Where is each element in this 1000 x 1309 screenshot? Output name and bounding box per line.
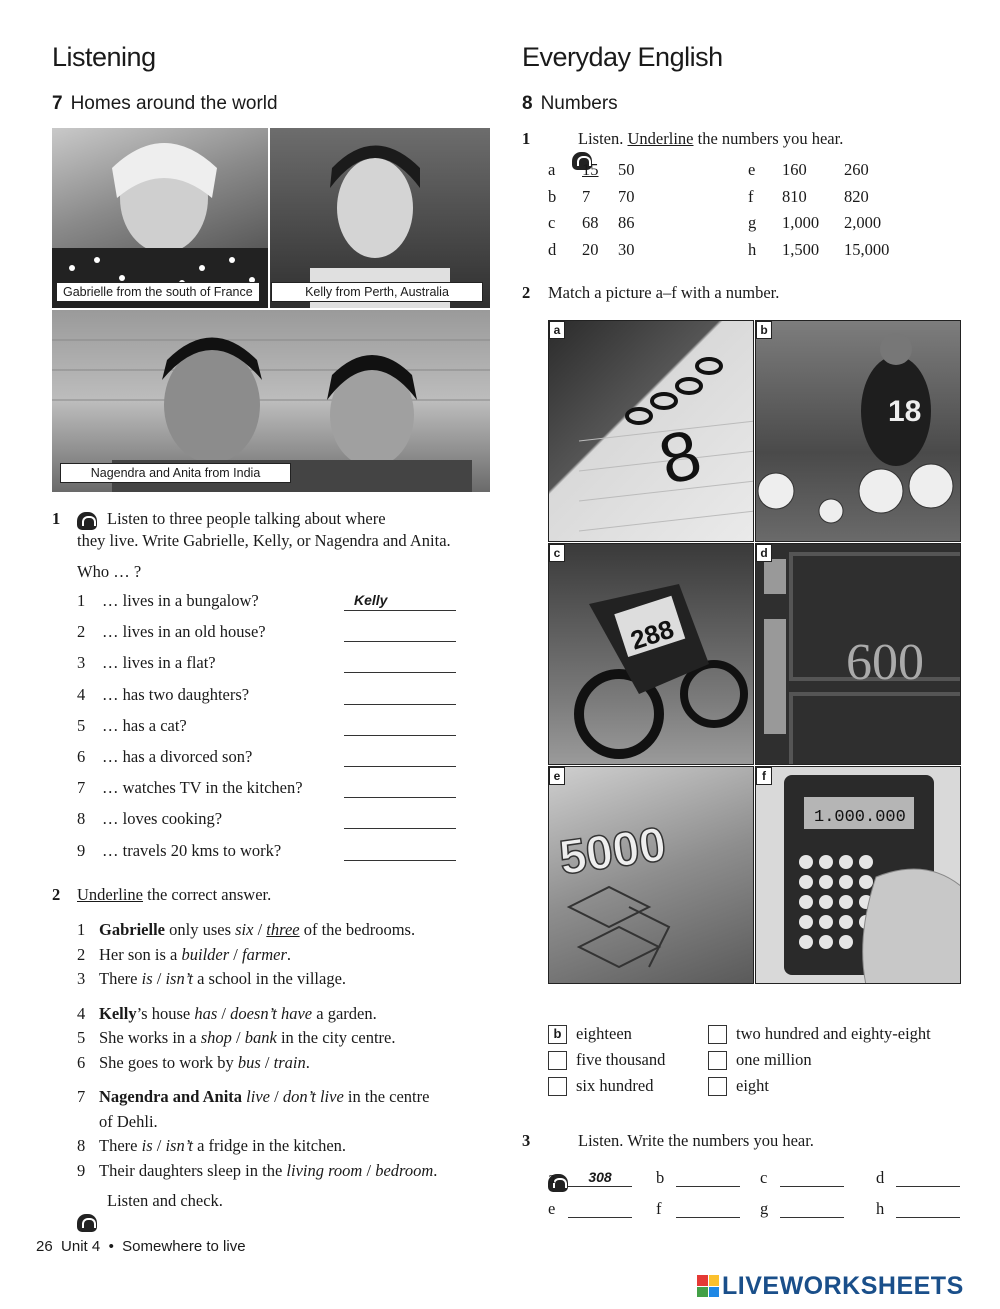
listening-heading: Listening xyxy=(52,42,156,72)
ex2-item-7-cont: of Dehli. xyxy=(99,1111,158,1131)
answer-field[interactable]: Kelly xyxy=(344,592,456,611)
ex2-sentences xyxy=(77,918,437,1183)
listen-and-check: Listen and check. xyxy=(107,1191,223,1210)
ex1-instruction-line1: Listen to three people talking about where xyxy=(107,509,386,528)
answer-field[interactable] xyxy=(344,686,456,705)
blank-letter: c xyxy=(760,1168,768,1187)
answer-field[interactable] xyxy=(344,748,456,767)
match-box-one-million[interactable] xyxy=(708,1051,727,1070)
calculator-display: 1.000.000 xyxy=(814,808,906,827)
question-number: 8 xyxy=(77,809,86,829)
option-eight: eight xyxy=(736,1076,769,1095)
svg-text:8: 8 xyxy=(651,414,709,500)
number-answer-field[interactable] xyxy=(568,1200,632,1218)
question-text: … watches TV in the kitchen? xyxy=(102,778,303,798)
match-box-five-thousand[interactable] xyxy=(548,1051,567,1070)
number-option[interactable]: 15 xyxy=(582,160,599,179)
picture-a xyxy=(548,320,754,542)
option-eighteen: eighteen xyxy=(576,1024,632,1043)
blank-letter: f xyxy=(656,1199,662,1218)
r-ex3-instruction: Listen. Write the numbers you hear. xyxy=(578,1131,814,1150)
number-answer-field[interactable] xyxy=(676,1200,740,1218)
answer-field[interactable] xyxy=(344,654,456,673)
picture-e xyxy=(548,766,754,984)
number-option[interactable]: 20 xyxy=(582,239,599,259)
tile-label-c: c xyxy=(549,544,565,562)
number-answer-field[interactable] xyxy=(780,1200,844,1218)
question-text: … has a cat? xyxy=(102,715,187,735)
ex1-instruction-line2: they live. Write Gabrielle, Kelly, or Nagendra and Anita. xyxy=(77,531,451,550)
tile-label-d: d xyxy=(756,544,772,562)
ex2-item-9: 9 Their daughters sleep in the living room / bedroom. xyxy=(77,1160,438,1180)
number-option[interactable]: 50 xyxy=(618,160,635,179)
tile-label-f: f xyxy=(756,767,772,785)
number-row-letter: e xyxy=(748,160,756,179)
headphones-icon xyxy=(77,512,97,530)
blank-letter: h xyxy=(876,1199,885,1218)
number-option[interactable]: 7 xyxy=(582,186,591,206)
blank-letter: e xyxy=(548,1199,556,1218)
headphones-icon xyxy=(77,1214,97,1232)
question-number: 5 xyxy=(77,715,86,735)
question-text: … travels 20 kms to work? xyxy=(102,840,282,860)
ex2-item-3: 3 There is / isn’t a school in the village. xyxy=(77,969,347,988)
blank-letter: d xyxy=(876,1168,885,1187)
question-text: … has a divorced son? xyxy=(102,747,253,766)
number-option[interactable]: 30 xyxy=(618,239,635,259)
ex2-item-4: 4 Kelly’s house has / doesn’t have a garden. xyxy=(77,1003,377,1023)
question-number: 4 xyxy=(77,684,86,704)
picture-c xyxy=(548,543,754,765)
tile-label-e: e xyxy=(549,767,565,785)
answer-field[interactable] xyxy=(344,842,456,861)
ex2-item-7: 7 Nagendra and Anita live / don’t live in the centre xyxy=(77,1087,430,1106)
question-number: 9 xyxy=(77,840,86,860)
ex2-item-6: 6 She goes to work by bus / train. xyxy=(77,1052,310,1072)
ex2-item-1: 1 Gabrielle only uses six / three of the bedrooms. xyxy=(77,920,416,939)
ex1-number: 1 xyxy=(52,509,61,528)
number-option[interactable]: 2,000 xyxy=(844,213,882,232)
number-answer-field[interactable] xyxy=(896,1169,960,1187)
r-ex3-number: 3 xyxy=(522,1131,531,1150)
liveworksheets-logo-icon xyxy=(697,1275,719,1297)
number-row-letter: h xyxy=(748,239,757,259)
photo-gabrielle xyxy=(52,128,268,308)
question-number: 7 xyxy=(77,778,86,798)
number-answer-field[interactable]: 308 xyxy=(568,1169,632,1187)
answer-field[interactable] xyxy=(344,717,456,736)
option-six-hundred: six hundred xyxy=(576,1076,654,1095)
ex2-item-2: 2 Her son is a builder / farmer. xyxy=(77,944,292,964)
number-row-letter: f xyxy=(748,186,754,206)
number-option[interactable]: 70 xyxy=(618,186,635,206)
caption-gabrielle: Gabrielle from the south of France xyxy=(56,282,260,302)
r-ex1-instruction: Listen. Underline the numbers you hear. xyxy=(578,129,844,148)
section-8-title: 8 Numbers xyxy=(522,93,618,114)
number-row-letter: c xyxy=(548,213,556,232)
question-text: … lives in an old house? xyxy=(102,622,266,642)
blank-letter: g xyxy=(760,1199,769,1218)
number-option[interactable]: 260 xyxy=(844,160,869,179)
question-text: … lives in a flat? xyxy=(102,653,216,673)
answer-field[interactable] xyxy=(344,810,456,829)
page-footer: 26 Unit 4 • Somewhere to live xyxy=(36,1238,246,1255)
blank-letter: a xyxy=(548,1168,556,1187)
question-number: 2 xyxy=(77,622,86,642)
blank-letter: b xyxy=(656,1168,665,1187)
answer-field[interactable] xyxy=(344,779,456,798)
number-option[interactable]: 160 xyxy=(782,160,807,179)
option-five-thousand: five thousand xyxy=(576,1050,666,1069)
picture-f xyxy=(755,766,961,984)
jersey-number: 18 xyxy=(888,395,922,428)
number-row-letter: b xyxy=(548,186,557,206)
question-number: 1 xyxy=(77,591,86,610)
picture-b xyxy=(755,320,961,542)
number-option[interactable]: 810 xyxy=(782,186,807,206)
ex2-item-8: 8 There is / isn’t a fridge in the kitchen. xyxy=(77,1136,347,1155)
question-text: … loves cooking? xyxy=(102,809,223,829)
banknote-number: 5000 xyxy=(556,817,670,886)
photo-kelly xyxy=(270,128,490,308)
option-288: two hundred and eighty-eight xyxy=(736,1024,931,1043)
question-number: 6 xyxy=(77,747,86,766)
ex2-item-5: 5 She works in a shop / bank in the city centre. xyxy=(77,1028,396,1047)
caption-kelly: Kelly from Perth, Australia xyxy=(271,282,483,302)
everyday-english-heading: Everyday English xyxy=(522,42,723,72)
question-text: … has two daughters? xyxy=(102,684,250,704)
match-box-288[interactable] xyxy=(708,1025,727,1044)
bike-number: 288 xyxy=(626,613,678,656)
number-option[interactable]: 86 xyxy=(618,213,635,232)
tile-label-b: b xyxy=(756,321,772,339)
section-7-title: 7 Homes around the world xyxy=(52,93,278,114)
number-row-letter: a xyxy=(548,160,556,179)
number-answer-field[interactable] xyxy=(780,1169,844,1187)
caption-nagendra-anita: Nagendra and Anita from India xyxy=(60,463,291,483)
door-number: 600 xyxy=(846,634,924,691)
number-answer-field[interactable] xyxy=(896,1200,960,1218)
number-option[interactable]: 1,000 xyxy=(782,213,820,232)
number-option[interactable]: 68 xyxy=(582,213,599,232)
number-option[interactable]: 1,500 xyxy=(782,239,820,259)
number-row-letter: d xyxy=(548,239,557,259)
r-ex2-number: 2 xyxy=(522,283,531,302)
liveworksheets-brand[interactable]: LIVEWORKSHEETS xyxy=(722,1272,964,1300)
match-box-eight[interactable] xyxy=(708,1077,727,1096)
match-box-eighteen[interactable]: b xyxy=(548,1025,567,1044)
r-ex2-instruction: Match a picture a–f with a number. xyxy=(548,283,780,302)
question-number: 3 xyxy=(77,653,86,673)
answer-field[interactable] xyxy=(344,623,456,642)
match-box-six-hundred[interactable] xyxy=(548,1077,567,1096)
tile-label-a: a xyxy=(549,321,565,339)
number-row-letter: g xyxy=(748,213,757,232)
r-ex1-number: 1 xyxy=(522,129,531,148)
number-option[interactable]: 820 xyxy=(844,186,869,206)
ex2-number: 2 xyxy=(52,885,61,904)
ex1-who: Who … ? xyxy=(77,562,142,581)
question-text: … lives in a bungalow? xyxy=(102,591,259,610)
ex2-instruction: Underline the correct answer. xyxy=(77,885,272,904)
number-answer-field[interactable] xyxy=(676,1169,740,1187)
picture-d xyxy=(755,543,961,765)
option-one-million: one million xyxy=(736,1050,812,1069)
number-option[interactable]: 15,000 xyxy=(844,239,890,259)
